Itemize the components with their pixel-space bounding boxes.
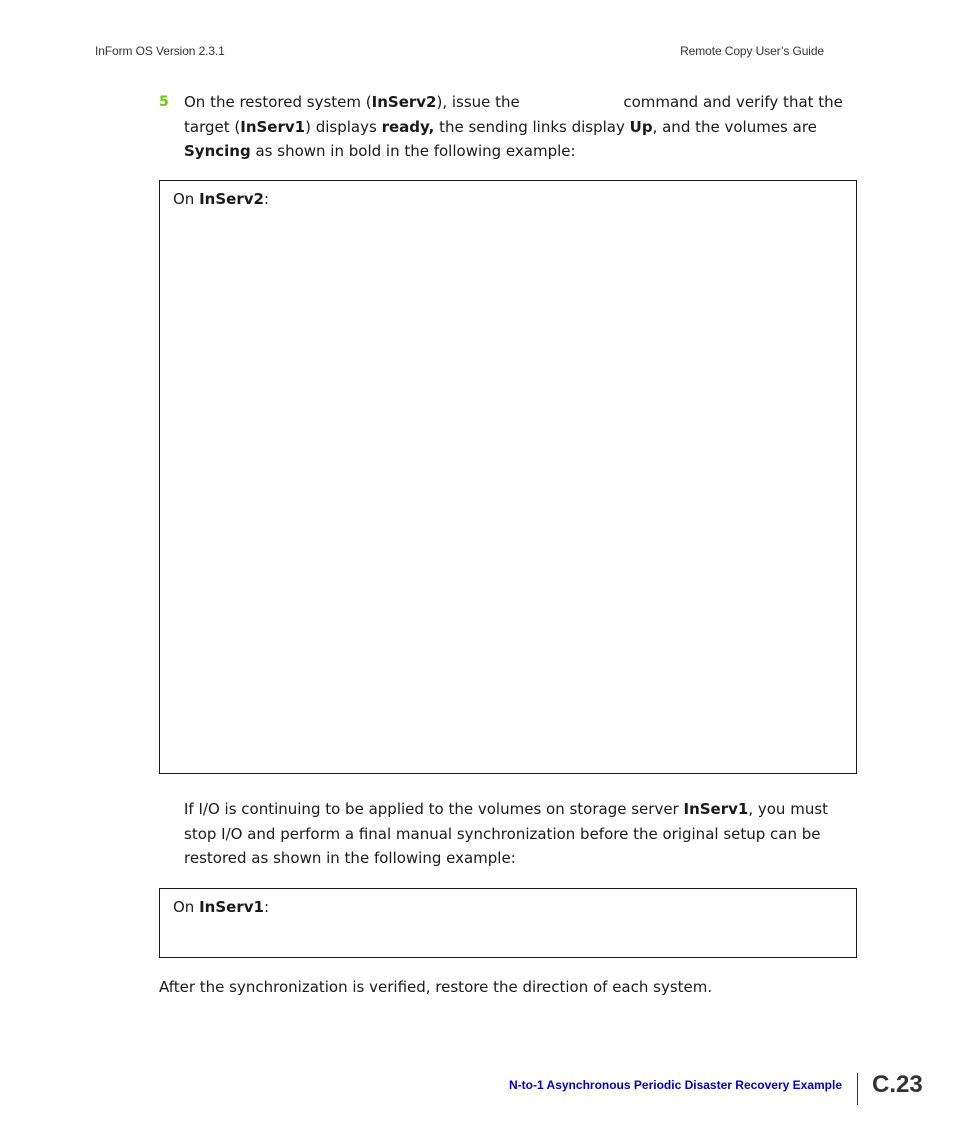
label-suffix: : bbox=[263, 898, 270, 916]
status-ready: ready, bbox=[381, 117, 435, 136]
para-text-part: If I/O is continuing to be applied to the volumes on storage server bbox=[184, 800, 684, 818]
step-text-part: as shown in bold in the following example: bbox=[250, 142, 576, 160]
system-name-inserv2: InServ2 bbox=[371, 93, 437, 111]
label-system: InServ1 bbox=[199, 898, 264, 916]
label-prefix: On bbox=[173, 190, 200, 208]
step-text-part: ), issue the bbox=[436, 93, 525, 111]
system-name-inserv1: InServ1 bbox=[683, 800, 749, 818]
step-text-part: the sending links display bbox=[434, 117, 630, 136]
step-text-part: ) displays bbox=[305, 117, 382, 136]
closing-paragraph: After the synchronization is verified, restore the direction of each system. bbox=[159, 978, 713, 996]
status-syncing: Syncing bbox=[184, 142, 251, 160]
example-box-inserv1 bbox=[159, 888, 857, 958]
step-text bbox=[184, 90, 849, 164]
footer-section-title: N-to-1 Asynchronous Periodic Disaster Recovery Example bbox=[509, 1078, 842, 1092]
para-text-part: , you must stop I/O and perform a final manual synchronization before the original setup can be restored as shown in the following example: bbox=[184, 800, 829, 867]
step-5 bbox=[159, 90, 859, 164]
label-prefix: On bbox=[173, 898, 200, 916]
status-up: Up bbox=[629, 117, 653, 136]
example-box-inserv2 bbox=[159, 180, 857, 774]
running-header-version: InForm OS Version 2.3.1 bbox=[95, 44, 225, 58]
example-box-label bbox=[173, 898, 269, 916]
label-system: InServ2 bbox=[199, 190, 264, 208]
step-text-part: On the restored system ( bbox=[184, 93, 372, 111]
system-name-inserv1: InServ1 bbox=[240, 117, 306, 136]
footer-divider bbox=[857, 1073, 858, 1105]
step-number: 5 bbox=[159, 94, 169, 110]
io-note-paragraph bbox=[184, 797, 859, 871]
page-number: C.23 bbox=[872, 1071, 923, 1098]
step-text-part: , and the volumes are bbox=[652, 117, 817, 136]
label-suffix: : bbox=[263, 190, 270, 208]
example-box-label bbox=[173, 190, 269, 208]
step-text-part: command and verify that the target ( bbox=[184, 93, 843, 136]
running-header-guide-title: Remote Copy User’s Guide bbox=[680, 44, 824, 58]
